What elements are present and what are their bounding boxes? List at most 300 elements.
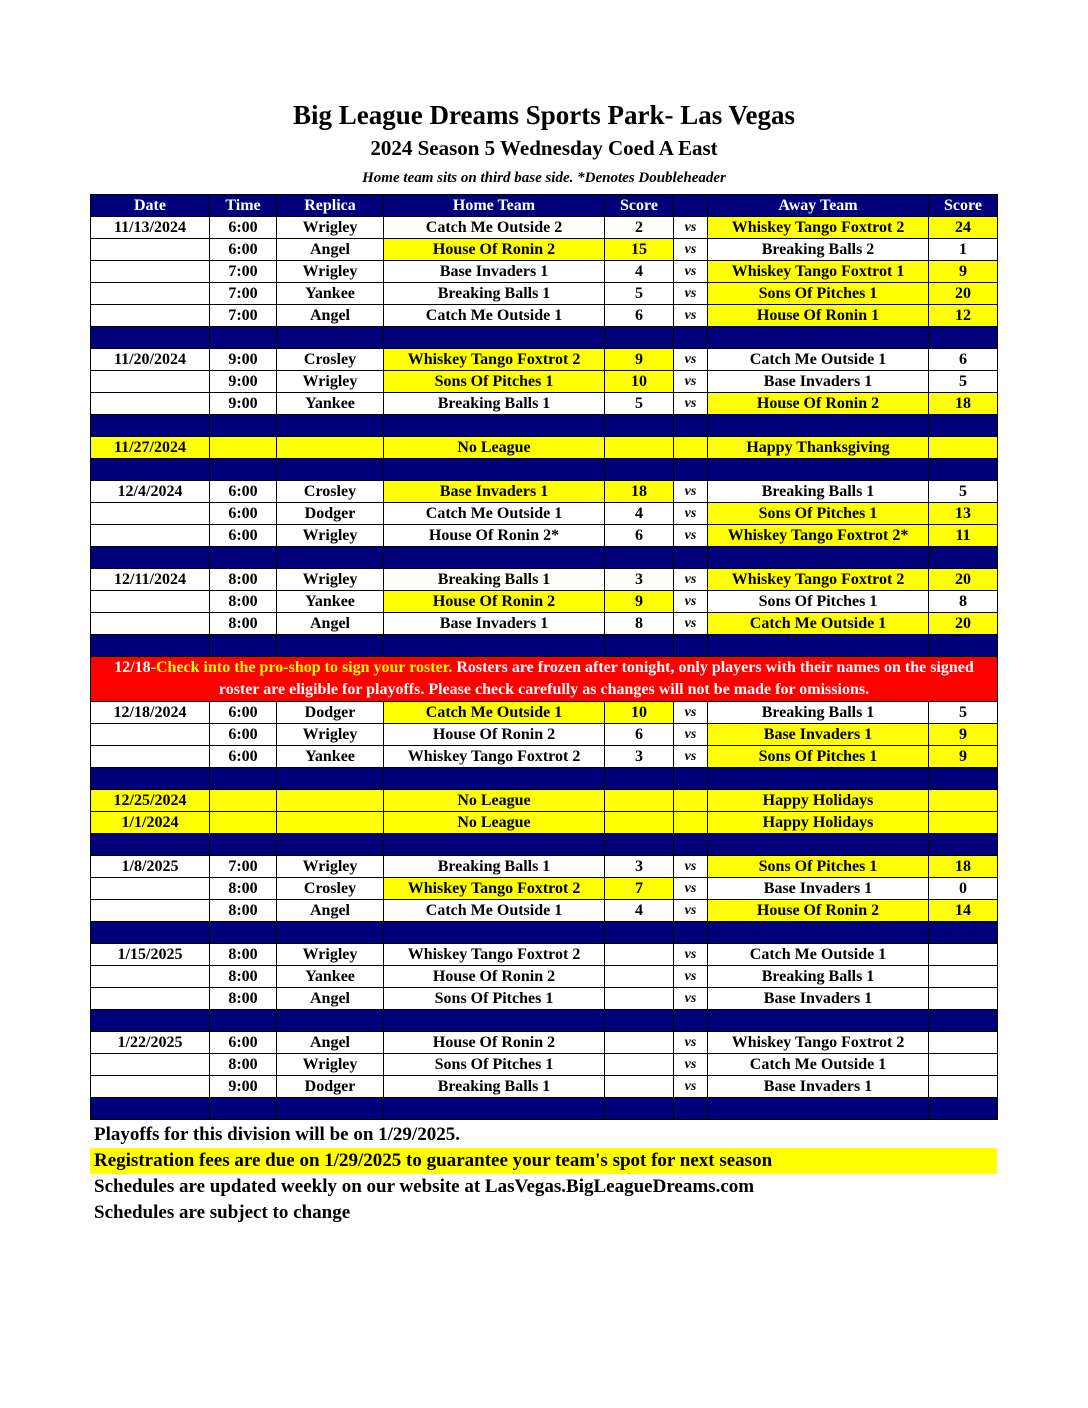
vs-cell: vs [674,856,708,878]
separator-cell [708,768,929,790]
date-cell [91,613,210,635]
date-cell [91,239,210,261]
field-cell: Angel [277,239,384,261]
vs-cell: vs [674,613,708,635]
home-team-cell: Breaking Balls 1 [384,856,605,878]
separator-cell [929,415,998,437]
home-team-cell: Base Invaders 1 [384,261,605,283]
time-cell: 8:00 [210,900,277,922]
separator-cell [91,635,210,657]
vs-cell [674,812,708,834]
date-cell: 11/20/2024 [91,349,210,371]
away-team-cell: Sons Of Pitches 1 [708,856,929,878]
field-cell [277,437,384,459]
game-row [91,371,998,393]
field-cell: Yankee [277,393,384,415]
date-cell [91,261,210,283]
home-score-cell: 10 [605,702,674,724]
header-vs [674,195,708,217]
date-cell [91,283,210,305]
separator-cell [384,1010,605,1032]
vs-cell: vs [674,988,708,1010]
away-score-cell: 18 [929,856,998,878]
separator-cell [929,547,998,569]
time-cell: 6:00 [210,724,277,746]
separator-cell [277,768,384,790]
roster-notice [91,657,998,702]
home-score-cell [605,812,674,834]
separator-row [91,1010,998,1032]
away-score-cell: 5 [929,371,998,393]
date-cell [91,724,210,746]
away-team-cell: Breaking Balls 1 [708,702,929,724]
separator-cell [605,415,674,437]
away-team-cell: Base Invaders 1 [708,724,929,746]
game-row [91,239,998,261]
away-team-cell: Whiskey Tango Foxtrot 2 [708,1032,929,1054]
home-score-cell: 15 [605,239,674,261]
home-team-cell: Catch Me Outside 1 [384,503,605,525]
away-score-cell [929,966,998,988]
game-row [91,944,998,966]
away-score-cell: 13 [929,503,998,525]
vs-cell: vs [674,591,708,613]
separator-row [91,459,998,481]
game-row [91,1032,998,1054]
separator-cell [929,1010,998,1032]
date-cell [91,746,210,768]
separator-cell [384,415,605,437]
time-cell: 8:00 [210,966,277,988]
home-team-cell: House Of Ronin 2 [384,724,605,746]
separator-row [91,415,998,437]
date-cell [91,988,210,1010]
vs-cell: vs [674,1054,708,1076]
game-row [91,393,998,415]
separator-cell [929,922,998,944]
field-cell [277,812,384,834]
away-score-cell: 12 [929,305,998,327]
away-team-cell: Breaking Balls 1 [708,966,929,988]
away-score-cell [929,1054,998,1076]
time-cell: 8:00 [210,988,277,1010]
separator-cell [91,415,210,437]
field-cell: Yankee [277,966,384,988]
home-score-cell: 10 [605,371,674,393]
home-score-cell [605,1054,674,1076]
game-row [91,988,998,1010]
separator-cell [384,768,605,790]
separator-cell [605,635,674,657]
field-cell: Dodger [277,702,384,724]
away-score-cell: 5 [929,481,998,503]
no-league-row [91,790,998,812]
away-score-cell: 18 [929,393,998,415]
home-score-cell: 9 [605,591,674,613]
away-team-cell: Whiskey Tango Foxtrot 2 [708,217,929,239]
away-score-cell: 5 [929,702,998,724]
field-cell: Wrigley [277,1054,384,1076]
separator-row [91,922,998,944]
separator-cell [210,547,277,569]
away-score-cell: 9 [929,261,998,283]
home-team-cell: Breaking Balls 1 [384,569,605,591]
away-team-cell: Catch Me Outside 1 [708,349,929,371]
away-team-cell: Catch Me Outside 1 [708,944,929,966]
field-cell: Angel [277,613,384,635]
time-cell [210,812,277,834]
home-score-cell [605,944,674,966]
time-cell: 9:00 [210,349,277,371]
game-row [91,856,998,878]
separator-cell [929,1098,998,1120]
separator-cell [277,459,384,481]
away-team-cell: Sons Of Pitches 1 [708,503,929,525]
away-score-cell: 8 [929,591,998,613]
home-team-cell: Breaking Balls 1 [384,1076,605,1098]
date-cell: 1/15/2025 [91,944,210,966]
field-cell: Wrigley [277,371,384,393]
away-score-cell [929,437,998,459]
vs-cell: vs [674,746,708,768]
game-row [91,305,998,327]
separator-cell [384,327,605,349]
footer-line: Playoffs for this division will be on 1/29/2025. [94,1124,460,1145]
game-row [91,746,998,768]
field-cell: Wrigley [277,217,384,239]
separator-cell [674,834,708,856]
away-score-cell [929,988,998,1010]
home-team-cell: Catch Me Outside 1 [384,305,605,327]
date-cell [91,900,210,922]
home-score-cell: 4 [605,900,674,922]
home-team-cell: Catch Me Outside 1 [384,702,605,724]
separator-cell [708,1010,929,1032]
date-cell: 11/27/2024 [91,437,210,459]
date-cell: 11/13/2024 [91,217,210,239]
date-cell: 12/18/2024 [91,702,210,724]
home-score-cell [605,1076,674,1098]
vs-cell [674,437,708,459]
vs-cell: vs [674,503,708,525]
away-team-cell: Sons Of Pitches 1 [708,591,929,613]
home-team-cell: Base Invaders 1 [384,613,605,635]
home-score-cell: 6 [605,305,674,327]
time-cell: 6:00 [210,702,277,724]
separator-cell [91,768,210,790]
footer-line: Registration fees are due on 1/29/2025 to guarantee your team's spot for next season [90,1148,997,1174]
game-row [91,1076,998,1098]
separator-cell [384,922,605,944]
separator-cell [210,922,277,944]
separator-row [91,547,998,569]
time-cell [210,790,277,812]
separator-cell [210,1010,277,1032]
vs-cell: vs [674,1032,708,1054]
separator-cell [674,768,708,790]
time-cell: 8:00 [210,613,277,635]
separator-cell [674,459,708,481]
date-cell [91,878,210,900]
home-team-cell: Whiskey Tango Foxtrot 2 [384,746,605,768]
game-row [91,481,998,503]
away-score-cell [929,944,998,966]
vs-cell: vs [674,283,708,305]
separator-cell [929,327,998,349]
separator-cell [929,459,998,481]
separator-row [91,635,998,657]
vs-cell: vs [674,481,708,503]
time-cell: 9:00 [210,371,277,393]
away-score-cell: 20 [929,283,998,305]
home-score-cell: 18 [605,481,674,503]
separator-cell [277,1098,384,1120]
schedule-table [90,194,998,1120]
time-cell: 8:00 [210,944,277,966]
away-score-cell: 11 [929,525,998,547]
separator-cell [277,834,384,856]
home-score-cell: 5 [605,393,674,415]
away-team-cell: House Of Ronin 2 [708,393,929,415]
home-score-cell: 3 [605,569,674,591]
time-cell: 9:00 [210,393,277,415]
field-cell: Crosley [277,878,384,900]
game-row [91,217,998,239]
time-cell: 6:00 [210,1032,277,1054]
field-cell [277,790,384,812]
away-team-cell: Whiskey Tango Foxtrot 2* [708,525,929,547]
date-cell [91,371,210,393]
away-score-cell [929,812,998,834]
time-cell: 7:00 [210,305,277,327]
vs-cell [674,790,708,812]
table-header-row [91,195,998,217]
game-row [91,503,998,525]
separator-cell [277,547,384,569]
field-cell: Dodger [277,503,384,525]
time-cell: 8:00 [210,1054,277,1076]
separator-cell [929,635,998,657]
separator-cell [91,1098,210,1120]
home-team-cell: House Of Ronin 2 [384,591,605,613]
notice-highlight: Check into the pro-shop to sign your roster. [156,659,453,676]
separator-cell [91,547,210,569]
home-score-cell: 8 [605,613,674,635]
home-score-cell: 7 [605,878,674,900]
separator-cell [708,635,929,657]
separator-cell [605,768,674,790]
away-team-cell: Happy Holidays [708,812,929,834]
home-score-cell: 4 [605,261,674,283]
time-cell: 6:00 [210,239,277,261]
time-cell: 9:00 [210,1076,277,1098]
date-cell [91,305,210,327]
no-league-row [91,812,998,834]
separator-cell [277,327,384,349]
field-cell: Angel [277,900,384,922]
time-cell: 6:00 [210,525,277,547]
field-cell: Yankee [277,283,384,305]
home-score-cell [605,437,674,459]
game-row [91,591,998,613]
time-cell: 7:00 [210,261,277,283]
away-score-cell: 1 [929,239,998,261]
date-cell: 12/11/2024 [91,569,210,591]
home-team-cell: Sons Of Pitches 1 [384,1054,605,1076]
separator-cell [384,1098,605,1120]
home-score-cell [605,988,674,1010]
footer-line: Schedules are updated weekly on our website at LasVegas.BigLeagueDreams.com [94,1176,755,1197]
away-score-cell: 24 [929,217,998,239]
home-score-cell [605,966,674,988]
field-cell: Wrigley [277,261,384,283]
vs-cell: vs [674,569,708,591]
home-team-cell: Breaking Balls 1 [384,393,605,415]
time-cell: 7:00 [210,856,277,878]
separator-cell [277,415,384,437]
separator-cell [277,922,384,944]
separator-cell [929,768,998,790]
separator-cell [210,635,277,657]
header-time: Time [210,195,277,217]
home-score-cell: 6 [605,724,674,746]
game-row [91,900,998,922]
field-cell: Angel [277,1032,384,1054]
separator-cell [384,547,605,569]
home-team-cell: Whiskey Tango Foxtrot 2 [384,944,605,966]
home-score-cell: 6 [605,525,674,547]
separator-cell [674,1010,708,1032]
separator-row [91,327,998,349]
vs-cell: vs [674,239,708,261]
separator-cell [708,1098,929,1120]
home-team-cell: House Of Ronin 2 [384,966,605,988]
date-cell [91,503,210,525]
separator-cell [708,547,929,569]
away-team-cell: Base Invaders 1 [708,988,929,1010]
separator-cell [210,1098,277,1120]
header-away-score: Score [929,195,998,217]
page-title: Big League Dreams Sports Park- Las Vegas [292,100,796,130]
separator-cell [210,415,277,437]
separator-cell [708,459,929,481]
away-team-cell: Base Invaders 1 [708,371,929,393]
game-row [91,349,998,371]
home-team-cell: Whiskey Tango Foxtrot 2 [384,878,605,900]
game-row [91,702,998,724]
separator-cell [708,327,929,349]
separator-cell [929,834,998,856]
vs-cell: vs [674,944,708,966]
separator-cell [384,459,605,481]
away-team-cell: Whiskey Tango Foxtrot 1 [708,261,929,283]
separator-cell [605,1010,674,1032]
home-score-cell [605,790,674,812]
schedule-note: Home team sits on third base side. *Denotes Doubleheader [362,170,726,186]
away-score-cell [929,1032,998,1054]
separator-cell [674,1098,708,1120]
vs-cell: vs [674,878,708,900]
home-team-cell: Breaking Balls 1 [384,283,605,305]
home-score-cell: 3 [605,856,674,878]
away-team-cell: House Of Ronin 1 [708,305,929,327]
vs-cell: vs [674,305,708,327]
date-cell [91,591,210,613]
game-row [91,525,998,547]
field-cell: Wrigley [277,856,384,878]
time-cell: 7:00 [210,283,277,305]
time-cell: 6:00 [210,746,277,768]
home-score-cell: 3 [605,746,674,768]
roster-notice-row [91,657,998,702]
home-team-cell: Whiskey Tango Foxtrot 2 [384,349,605,371]
game-row [91,261,998,283]
away-team-cell: Happy Thanksgiving [708,437,929,459]
separator-cell [674,547,708,569]
away-score-cell: 6 [929,349,998,371]
vs-cell: vs [674,966,708,988]
separator-cell [605,459,674,481]
page-subtitle: 2024 Season 5 Wednesday Coed A East [370,136,718,160]
away-team-cell: Catch Me Outside 1 [708,613,929,635]
field-cell: Wrigley [277,944,384,966]
away-team-cell: Sons Of Pitches 1 [708,746,929,768]
time-cell: 8:00 [210,569,277,591]
home-team-cell: Sons Of Pitches 1 [384,371,605,393]
date-cell [91,1054,210,1076]
field-cell: Yankee [277,591,384,613]
vs-cell: vs [674,217,708,239]
separator-row [91,1098,998,1120]
home-team-cell: Catch Me Outside 1 [384,900,605,922]
date-cell: 1/22/2025 [91,1032,210,1054]
date-cell: 1/8/2025 [91,856,210,878]
field-cell: Crosley [277,349,384,371]
game-row [91,878,998,900]
away-team-cell: Base Invaders 1 [708,878,929,900]
separator-cell [605,922,674,944]
away-team-cell: Happy Holidays [708,790,929,812]
separator-cell [210,327,277,349]
home-score-cell: 5 [605,283,674,305]
game-row [91,1054,998,1076]
date-cell [91,966,210,988]
header-date: Date [91,195,210,217]
vs-cell: vs [674,702,708,724]
field-cell: Wrigley [277,569,384,591]
field-cell: Dodger [277,1076,384,1098]
date-cell [91,1076,210,1098]
away-score-cell: 0 [929,878,998,900]
schedule-body [91,217,998,1120]
vs-cell: vs [674,393,708,415]
separator-cell [674,327,708,349]
header-replica: Replica [277,195,384,217]
time-cell: 6:00 [210,503,277,525]
time-cell [210,437,277,459]
separator-cell [91,1010,210,1032]
separator-cell [605,1098,674,1120]
home-score-cell: 4 [605,503,674,525]
separator-cell [210,768,277,790]
game-row [91,283,998,305]
header-away-team: Away Team [708,195,929,217]
vs-cell: vs [674,349,708,371]
separator-cell [91,327,210,349]
header-home-score: Score [605,195,674,217]
away-team-cell: Breaking Balls 2 [708,239,929,261]
separator-cell [210,459,277,481]
